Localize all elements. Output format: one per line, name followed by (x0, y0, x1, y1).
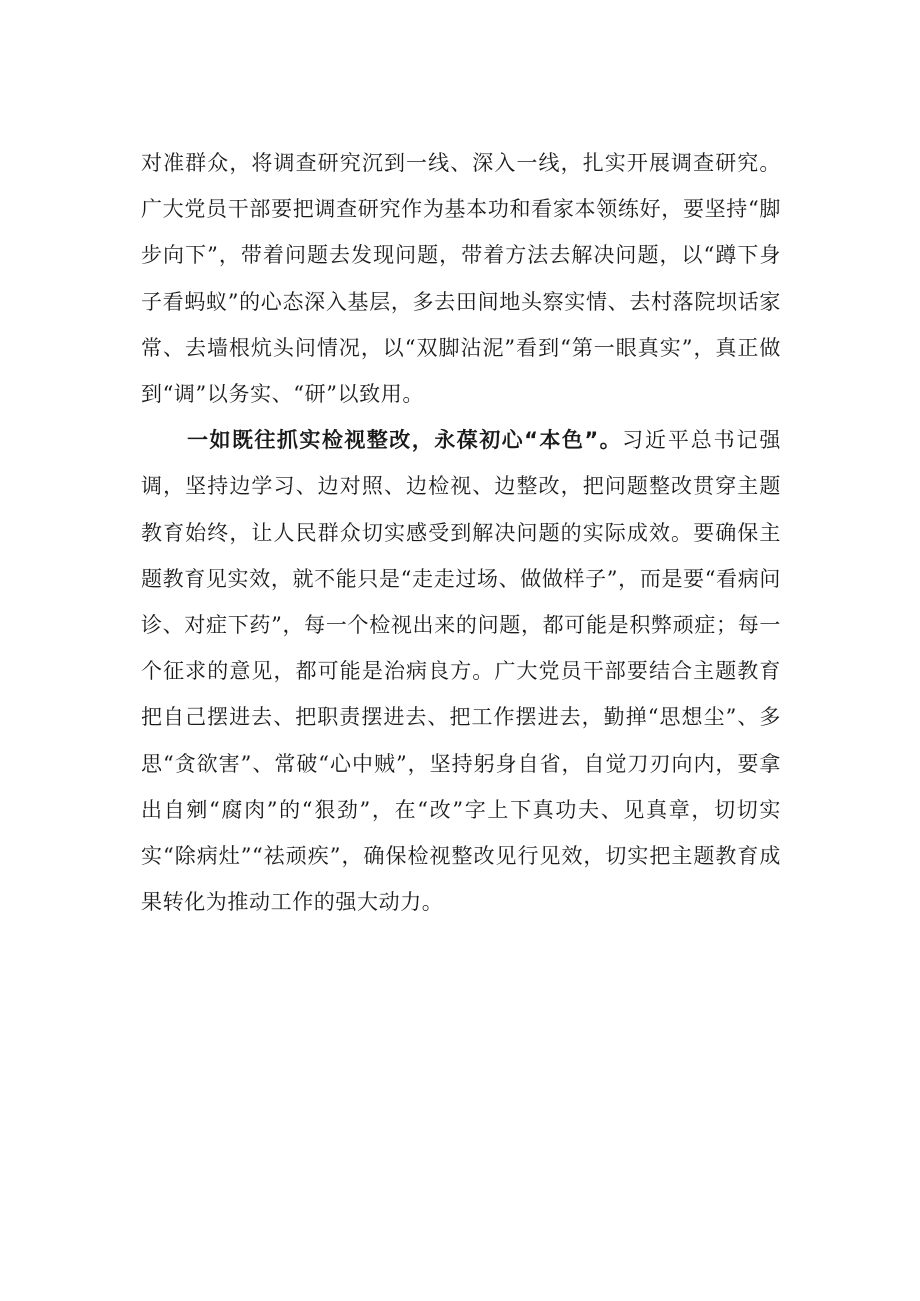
document-body (141, 140, 781, 925)
section-lead-heading: 一如既往抓实检视整改，永葆初心“本色”。 (187, 428, 623, 453)
paragraph-section (141, 417, 781, 925)
paragraph-1-text: 对准群众，将调查研究沉到一线、深入一线，扎实开展调查研究。广大党员干部要把调查研究作为基本功和看家本领练好，要坚持“脚步向下”，带着问题去发现问题，带着方法去解决问题，以“蹲下身子看蚂蚁”的心态深入基层，多去田间地头察实情、去村落院坝话家常、去墙根炕头问情况，以“双脚沾泥”看到“第一眼真实”，真正做到“调”以务实、“研”以致用。 (141, 151, 781, 407)
paragraph-continuation (141, 140, 781, 417)
paragraph-2-body: 习近平总书记强调，坚持边学习、边对照、边检视、边整改，把问题整改贯穿主题教育始终，让人民群众切实感受到解决问题的实际成效。要确保主题教育见实效，就不能只是“走走过场、做做样子”，而是要“看病问诊、对症下药”，每一个检视出来的问题，都可能是积弊顽症；每一个征求的意见，都可能是治病良方。广大党员干部要结合主题教育把自己摆进去、把职责摆进去、把工作摆进去，勤掸“思想尘”、多思“贪欲害”、常破“心中贼”，坚持躬身自省，自觉刀刃向内，要拿出自剜“腐肉”的“狠劲”，在“改”字上下真功夫、见真章，切切实实“除病灶”“祛顽疾”，确保检视整改见行见效，切实把主题教育成果转化为推动工作的强大动力。 (141, 428, 782, 915)
